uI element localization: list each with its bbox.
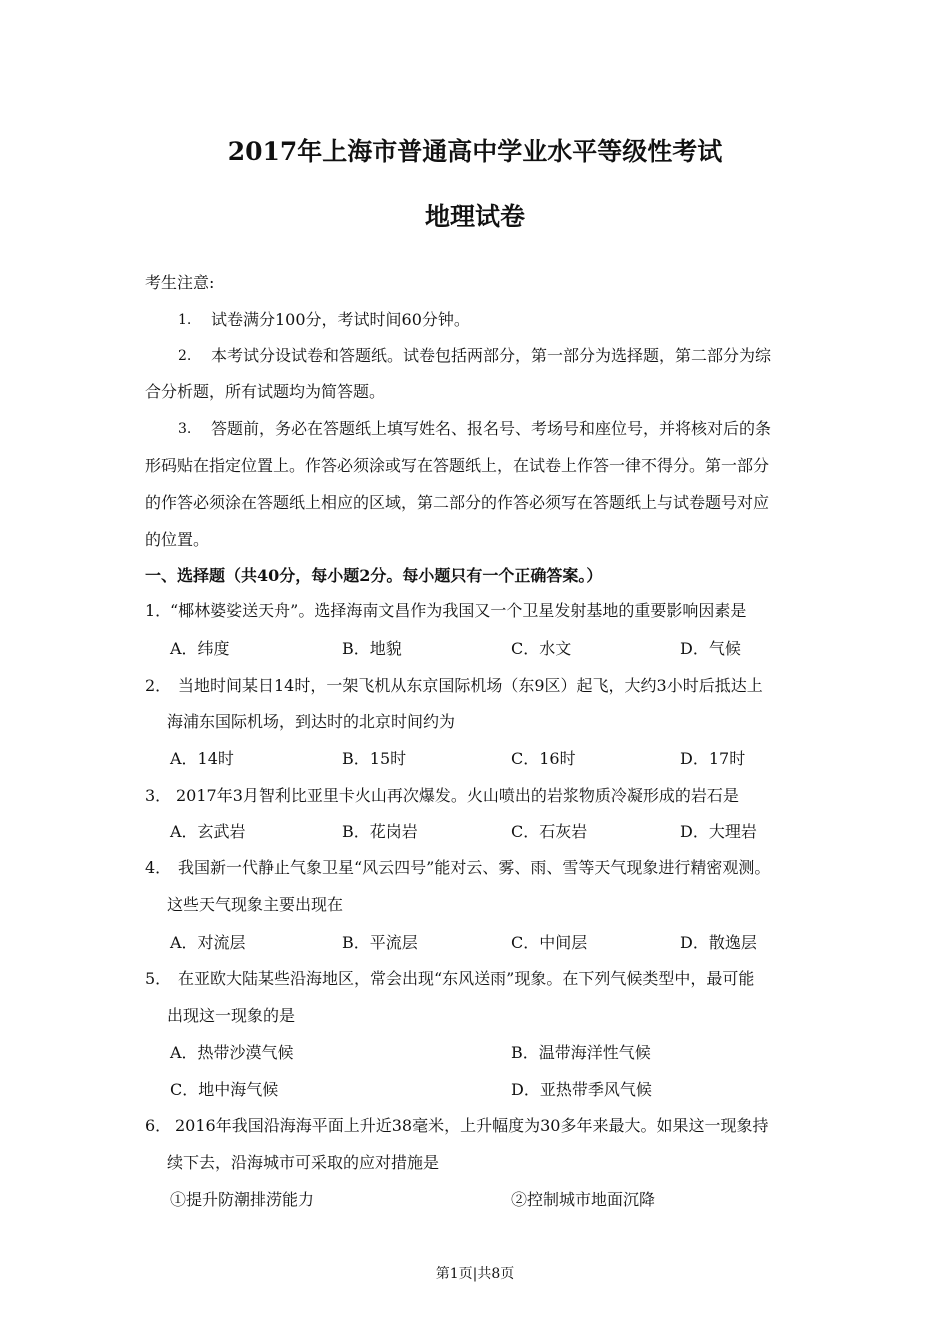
option-a: A．热带沙漠气候 [170,1043,294,1062]
question-text: 续下去，沿海城市可采取的应对措施是 [167,1153,440,1172]
option-a: A．纬度 [170,639,230,658]
question-text: 出现这一现象的是 [167,1006,296,1025]
option-c: C．石灰岩 [511,822,588,841]
notice-item-3-line: 的作答必须涂在答题纸上相应的区域，第二部分的作答必须写在答题纸上与试卷题号对应 [145,493,770,512]
option-a: A．对流层 [170,933,246,952]
question-text: 我国新一代静止气象卫星“风云四号”能对云、雾、雨、雪等天气现象进行精密观测。 [178,858,771,877]
notice-item-1-number: 1. [178,312,192,328]
option-c: C．16时 [511,749,576,768]
exam-subtitle: 地理试卷 [424,202,525,231]
notice-item-1-line: 试卷满分100分，考试时间60分钟。 [211,310,470,329]
notice-item-3-line: 的位置。 [145,530,210,549]
option-b: B．温带海洋性气候 [511,1043,651,1062]
question-text: 2017年3月智利比亚里卡火山再次爆发。火山喷出的岩浆物质冷凝形成的岩石是 [176,786,739,805]
question-text: 当地时间某日14时，一架飞机从东京国际机场（东9区）起飞，大约3小时后抵达上 [178,676,763,695]
option-1: ①提升防潮排涝能力 [170,1190,315,1209]
option-d: D．散逸层 [680,933,757,952]
notice-item-3-line: 答题前，务必在答题纸上填写姓名、报名号、考场号和座位号，并将核对后的条 [211,419,772,438]
option-b: B．花岗岩 [342,822,418,841]
option-c: C．中间层 [511,933,588,952]
notice-item-2-line: 合分析题，所有试题均为简答题。 [145,382,386,401]
question-text: 在亚欧大陆某些沿海地区，常会出现“东风送雨”现象。在下列气候类型中，最可能 [178,969,755,988]
option-c: C．水文 [511,639,572,658]
notice-item-2-number: 2. [178,348,192,364]
option-b: B．地貌 [342,639,402,658]
option-d: D．17时 [680,749,746,768]
question-number: 1． [145,601,172,620]
notice-item-2-line: 本考试分设试卷和答题纸。试卷包括两部分，第一部分为选择题，第二部分为综 [211,346,772,365]
section-heading: 一、选择题（共40分，每小题2分。每小题只有一个正确答案。） [145,566,603,585]
option-d: D．亚热带季风气候 [511,1080,652,1099]
option-b: B．平流层 [342,933,418,952]
option-a: A．14时 [170,749,234,768]
question-number: 6． [145,1116,172,1135]
question-text: 这些天气现象主要出现在 [167,895,344,914]
option-b: B．15时 [342,749,407,768]
option-2: ②控制城市地面沉降 [511,1190,656,1209]
option-d: D．气候 [680,639,741,658]
notice-item-3-number: 3. [178,421,192,437]
question-text: 2016年我国沿海海平面上升近38毫米，上升幅度为30多年来最大。如果这一现象持 [175,1116,769,1135]
question-number: 2． [145,676,172,695]
exam-title: 2017年上海市普通高中学业水平等级性考试 [227,137,723,166]
option-d: D．大理岩 [680,822,757,841]
question-text: “椰林婆娑送天舟”。选择海南文昌作为我国又一个卫星发射基地的重要影响因素是 [170,601,747,620]
notice-item-3-line: 形码贴在指定位置上。作答必须涂或写在答题纸上，在试卷上作答一律不得分。第一部分 [145,456,770,475]
notice-heading: 考生注意: [145,273,215,292]
question-text: 海浦东国际机场，到达时的北京时间约为 [167,712,456,731]
question-number: 4． [145,858,172,877]
option-a: A．玄武岩 [170,822,246,841]
option-c: C．地中海气候 [170,1080,279,1099]
question-number: 5． [145,969,172,988]
question-number: 3． [145,786,172,805]
page-footer: 第1页|共8页 [435,1266,515,1282]
